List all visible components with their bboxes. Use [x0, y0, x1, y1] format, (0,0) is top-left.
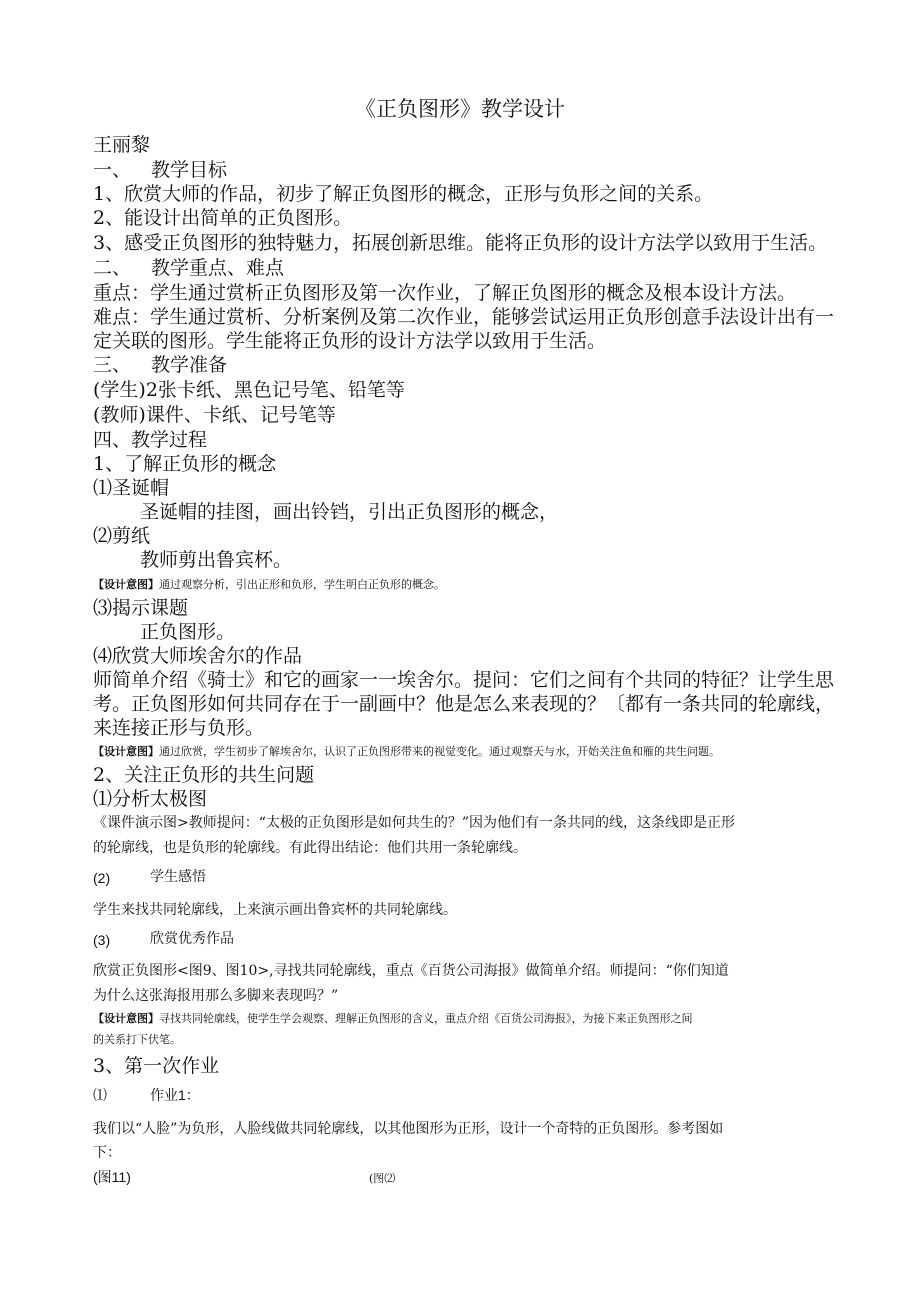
- design-intent-tag: 【设计意图】: [93, 1012, 159, 1025]
- part-2-3-heading: 欣赏优秀作品: [150, 931, 234, 947]
- part-2-1-heading: ⑴分析太极图: [93, 788, 208, 810]
- part-1-heading: 1、了解正负形的概念: [93, 453, 277, 475]
- goal-3: 3、感受正负图形的独特魅力，拓展创新思维。能将正负形的设计方法学以致用于生活。: [93, 232, 828, 254]
- part-2-2-text: 学生来找共同轮廓线，上来演示画出鲁宾杯的共同轮廓线。: [93, 902, 457, 918]
- part-3-1-text-1: 我们以“人脸”为负形，人脸线做共同轮廓线，以其他图形为正形，设计一个奇特的正负图形。参考图如: [93, 1121, 724, 1137]
- part-1-1-heading: ⑴圣诞帽: [93, 477, 170, 499]
- part-1-4-text-1: 师简单介绍《骑士》和它的画家一一埃舍尔。提问：它们之间有个共同的特征？让学生思: [93, 669, 835, 691]
- part-2-1-text-1: 《课件演示图>教师提问：“太极的正负图形是如何共生的？”因为他们有一条共同的线，这条线即是正形: [93, 815, 736, 831]
- design-intent-tag: 【设计意图】: [93, 745, 159, 758]
- difficulty-line-1: 难点：学生通过赏析、分析案例及第二次作业，能够尝试运用正负形创意手法设计出有一: [93, 306, 835, 328]
- part-2-2-number: (2): [93, 870, 111, 886]
- design-intent-text: 通过观察分析，引出正形和负形，学生明白正负形的概念。: [159, 578, 445, 591]
- design-intent-text: 寻找共同轮廓线，使学生学会观察、理解正负图形的含义，重点介绍《百货公司海报》，为接下来正负图形之间: [159, 1012, 693, 1025]
- design-intent-1: [93, 578, 445, 591]
- figure-12-caption: (图⑵: [369, 1172, 396, 1185]
- figure-11-caption: (图11): [93, 1169, 131, 1185]
- part-2-3-text-1: 欣赏正负图形<图9、图10>,寻找共同轮廓线，重点《百货公司海报》做简单介绍。师提问：“你们知道: [93, 963, 729, 979]
- part-1-3-heading: ⑶揭示课题: [93, 597, 189, 619]
- part-3-1-number: ⑴: [93, 1087, 107, 1103]
- section-1-heading: 教学目标: [151, 159, 228, 181]
- prep-teacher: (教师)课件、卡纸、记号笔等: [93, 404, 336, 426]
- part-1-3-text: 正负图形。: [140, 621, 236, 643]
- part-3-heading: 3、第一次作业: [93, 1055, 220, 1077]
- design-intent-tag: 【设计意图】: [93, 578, 159, 591]
- prep-student: (学生)2张卡纸、黑色记号笔、铅笔等: [93, 379, 405, 401]
- design-intent-2: [93, 745, 720, 758]
- part-2-heading: 2、关注正负形的共生问题: [93, 764, 315, 786]
- part-3-1-heading: 作业1：: [150, 1087, 200, 1103]
- section-4-heading: 四、教学过程: [93, 429, 208, 451]
- difficulty-line-2: 定关联的图形。学生能将正负形的设计方法学以致用于生活。: [93, 330, 607, 352]
- design-intent-3-line-2: 的关系打下伏笔。: [93, 1033, 181, 1046]
- key-point: 重点：学生通过赏析正负图形及第一次作业，了解正负图形的概念及根本设计方法。: [93, 282, 797, 304]
- part-1-4-text-2: 考。正负图形如何共同存在于一副画中？他是怎么来表现的？〔都有一条共同的轮廓线，: [93, 693, 835, 715]
- goal-1: 1、欣赏大师的作品，初步了解正负图形的概念，正形与负形之间的关系。: [93, 183, 714, 205]
- author-name: 王丽黎: [93, 134, 151, 156]
- part-3-1-text-2: 下：: [93, 1145, 121, 1161]
- part-1-4-text-3: 来连接正形与负形。: [93, 717, 265, 739]
- part-2-3-number: (3): [93, 932, 111, 948]
- part-2-1-text-2: 的轮廓线，也是负形的轮廓线。有此得出结论：他们共用一条轮廓线。: [93, 840, 527, 856]
- part-1-4-heading: ⑷欣赏大师埃舍尔的作品: [93, 645, 303, 667]
- goal-2: 2、能设计出简单的正负图形。: [93, 207, 353, 229]
- section-2-number: 二、: [93, 257, 132, 279]
- design-intent-text: 通过欣赏，学生初步了解埃舍尔，认识了正负图形带来的视觉变化。通过观察天与水，开始关注鱼和雁的共生问题。: [159, 745, 720, 758]
- part-2-2-heading: 学生感悟: [150, 869, 206, 885]
- section-3-heading: 教学准备: [151, 354, 228, 376]
- section-2-heading: 教学重点、难点: [151, 257, 285, 279]
- design-intent-3-line-1: [93, 1012, 693, 1025]
- part-2-3-text-2: 为什么这张海报用那么多脚来表现吗？”: [93, 988, 339, 1004]
- document-title: 《正负图形》教学设计: [355, 97, 565, 121]
- part-1-2-heading: ⑵剪纸: [93, 525, 151, 547]
- part-1-2-text: 教师剪出鲁宾杯。: [140, 549, 293, 571]
- section-3-number: 三、: [93, 354, 132, 376]
- section-1-number: 一、: [93, 159, 132, 181]
- part-1-1-text: 圣诞帽的挂图，画出铃铛，引出正负图形的概念，: [140, 501, 559, 523]
